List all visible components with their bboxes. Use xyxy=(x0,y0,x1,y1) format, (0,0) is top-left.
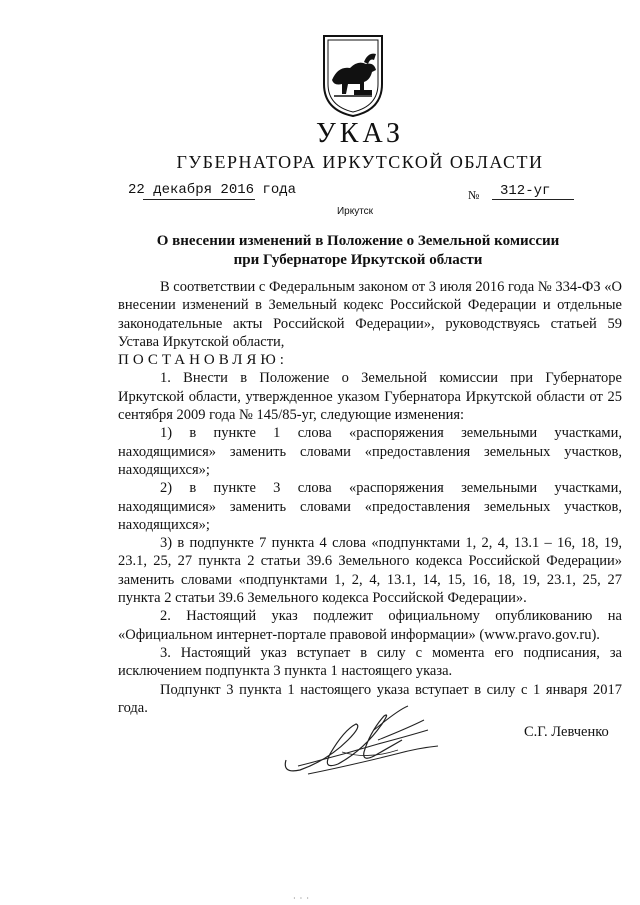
number-underline xyxy=(492,199,574,200)
date-underline xyxy=(143,199,255,200)
document-body xyxy=(118,278,622,717)
paragraph-2: 2. Настоящий указ подлежит официальному опубликованию на «Официальном интернет-портале правовой информации» (www.pravo.gov.ru). xyxy=(118,608,622,643)
subparagraph-1-3: 3) в подпункте 7 пункта 4 слова «подпунктами 1, 2, 4, 13.1 – 16, 18, 19, 23.1, 25, 27 пункта 2 статьи 39.6 Земельного кодекса Российской Федерации» заменить словами «подпунктами 1, 2, 4, 13.1, 14, 15, 16, 18, 19, 23.1, 25, 27 пункта 2 статьи 39.6 Земельного кодекса Российской Федерации». xyxy=(118,535,622,607)
heading-line-1: О внесении изменений в Положение о Земельной комиссии xyxy=(156,233,560,249)
issuing-authority: ГУБЕРНАТОРА ИРКУТСКОЙ ОБЛАСТИ xyxy=(176,152,544,172)
paragraph-1: 1. Внести в Положение о Земельной комиссии при Губернаторе Иркутской области, утвержденное указом Губернатора Иркутской области от 25 сентября 2009 года № 145/85-уг, следующие изменения: xyxy=(118,370,622,424)
scan-artifact: · · · xyxy=(293,894,310,903)
document-type-title: УКАЗ xyxy=(315,118,405,149)
heading-line-2: при Губернаторе Иркутской области xyxy=(233,252,483,268)
document-date: 22 декабря 2016 года xyxy=(128,182,297,198)
document-number: 312-уг xyxy=(500,183,551,199)
subparagraph-1-2: 2) в пункте 3 слова «распоряжения земельными участками, находящимися» заменить словами «предоставления земельных участков, находящихся»; xyxy=(118,480,622,533)
paragraph-3: 3. Настоящий указ вступает в силу с момента его подписания, за исключением подпункта 3 пункта 1 настоящего указа. xyxy=(118,644,622,680)
city-name: Иркутск xyxy=(336,206,374,217)
paragraph-4: Подпункт 3 пункта 1 настоящего указа вступает в силу с 1 января 2017 года. xyxy=(118,681,622,716)
handwritten-signature xyxy=(278,700,448,785)
preamble-paragraph: В соответствии с Федеральным законом от 3 июля 2016 года № 334-ФЗ «О внесении изменений в Земельный кодекс Российской Федерации и отдельные законодательные акты Российской Федерации», руководствуясь статьей 59 Устава Иркутской области, xyxy=(118,279,622,350)
document-heading xyxy=(118,232,598,270)
subparagraph-1-1: 1) в пункте 1 слова «распоряжения земельными участками, находящимися» заменить словами «предоставления земельных участков, находящихся»; xyxy=(118,425,622,478)
decree-word: ПОСТАНОВЛЯЮ: xyxy=(118,352,288,369)
signer-name: С.Г. Левченко xyxy=(524,724,609,740)
number-label: № xyxy=(468,188,480,202)
coat-of-arms-emblem xyxy=(320,32,386,118)
